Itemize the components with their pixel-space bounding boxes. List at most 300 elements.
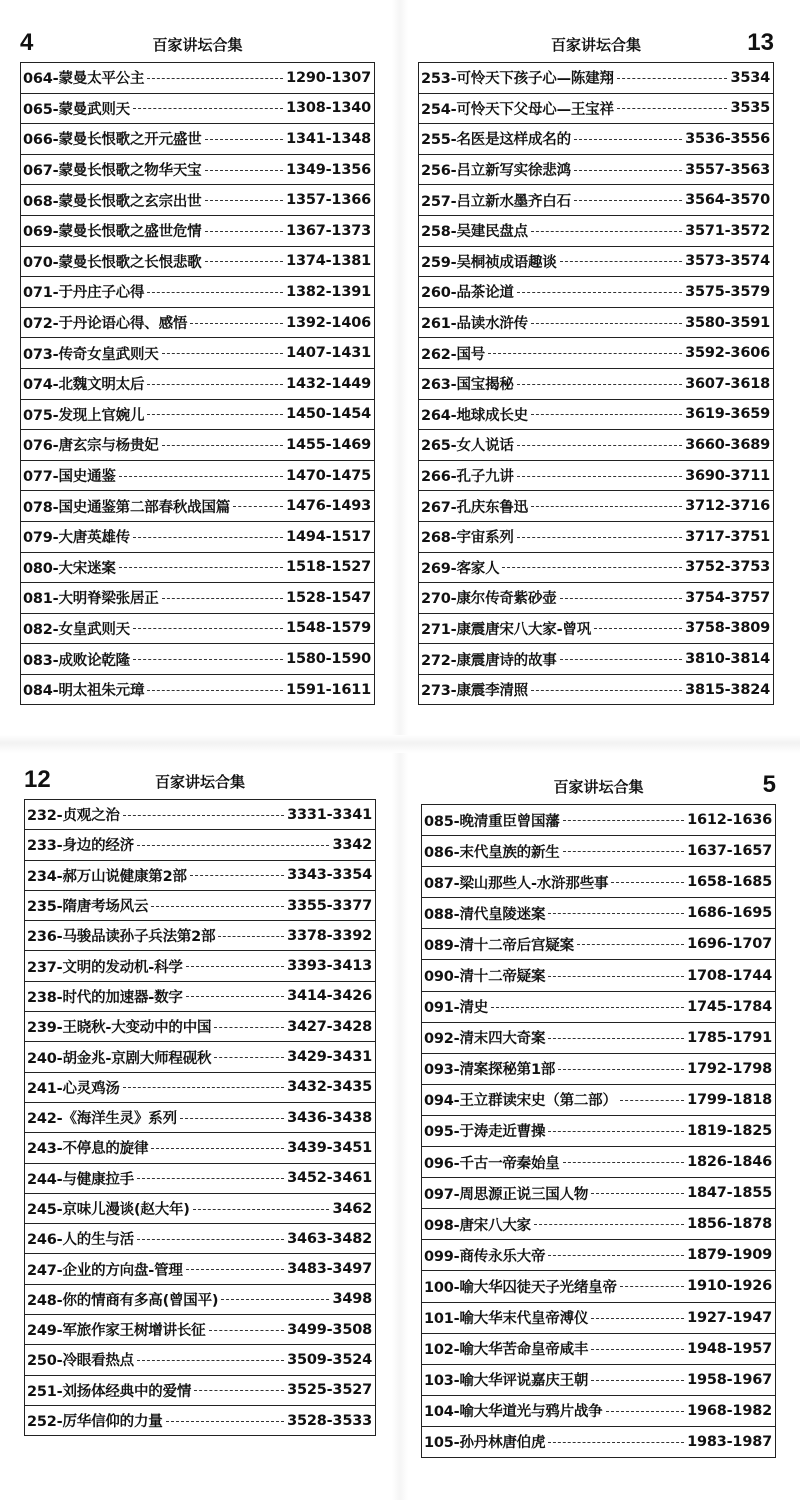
entry-pages: 1591-1611 <box>286 681 371 698</box>
entry-title: 273-康震李清照 <box>421 683 528 700</box>
catalog-row <box>422 929 775 960</box>
catalog-row <box>21 124 374 155</box>
catalog-row <box>422 898 775 929</box>
entry-title: 267-孔庆东鲁迅 <box>421 499 528 516</box>
entry-pages: 3592-3606 <box>685 345 770 362</box>
entry-title: 066-蒙曼长恨歌之开元盛世 <box>23 132 202 149</box>
leader-dashes <box>205 261 284 263</box>
entry-title: 240-胡金兆-京剧大师程砚秋 <box>27 1050 212 1067</box>
page-number: 5 <box>762 771 776 798</box>
entry-pages: 3690-3711 <box>685 467 770 484</box>
catalog-row <box>419 63 773 94</box>
leader-dashes <box>123 815 284 817</box>
leader-dashes <box>517 476 682 478</box>
entry-title: 105-孙丹林唐伯虎 <box>424 1435 546 1452</box>
entry-pages: 1494-1517 <box>286 528 371 545</box>
catalog-row <box>25 800 375 830</box>
leader-dashes <box>560 598 682 600</box>
entry-title: 092-清末四大奇案 <box>424 1031 546 1048</box>
entry-pages: 3436-3438 <box>287 1109 372 1126</box>
entry-pages: 1927-1947 <box>687 1309 772 1326</box>
entry-pages: 3752-3753 <box>685 559 770 576</box>
leader-dashes <box>577 944 684 946</box>
catalog-row <box>419 124 773 155</box>
catalog-row <box>25 1254 375 1284</box>
leader-dashes <box>233 506 283 508</box>
catalog-row <box>21 63 374 94</box>
entry-pages: 3331-3341 <box>287 806 372 823</box>
entry-pages: 3717-3751 <box>685 528 770 545</box>
leader-dashes <box>531 506 682 508</box>
leader-dashes <box>162 353 283 355</box>
entry-pages: 1432-1449 <box>286 375 371 392</box>
entry-title: 258-吴建民盘点 <box>421 224 528 241</box>
entry-pages: 1308-1340 <box>286 100 371 117</box>
catalog-row <box>25 830 375 860</box>
entry-title: 234-郝万山说健康第2部 <box>27 868 187 885</box>
leader-dashes <box>488 353 682 355</box>
entry-pages: 1856-1878 <box>687 1216 772 1233</box>
catalog-row <box>419 491 773 522</box>
catalog-row <box>25 891 375 921</box>
entry-title: 073-传奇女皇武则天 <box>23 346 159 363</box>
leader-dashes <box>558 1069 684 1071</box>
catalog-table <box>24 799 376 1436</box>
leader-dashes <box>137 1178 284 1180</box>
catalog-row <box>422 1023 775 1054</box>
entry-title: 268-宇宙系列 <box>421 530 514 547</box>
catalog-row <box>422 1054 775 1085</box>
entry-pages: 3509-3524 <box>287 1351 372 1368</box>
leader-dashes <box>147 78 283 80</box>
entry-pages: 3810-3814 <box>685 651 770 668</box>
leader-dashes <box>620 1100 684 1102</box>
entry-title: 246-人的生与活 <box>27 1232 134 1249</box>
entry-pages: 1658-1685 <box>687 874 772 891</box>
catalog-row <box>422 836 775 867</box>
catalog-page-4 <box>20 28 375 705</box>
catalog-row <box>21 430 374 461</box>
entry-pages: 3754-3757 <box>685 589 770 606</box>
leader-dashes <box>147 414 283 416</box>
leader-dashes <box>574 200 682 202</box>
catalog-row <box>419 277 773 308</box>
leader-dashes <box>560 261 682 263</box>
entry-pages: 1637-1657 <box>687 843 772 860</box>
entry-pages: 1392-1406 <box>286 314 371 331</box>
catalog-row <box>25 1164 375 1194</box>
leader-dashes <box>620 1286 684 1288</box>
catalog-row <box>419 400 773 431</box>
catalog-row <box>419 461 773 492</box>
leader-dashes <box>574 170 682 172</box>
entry-title: 085-晚清重臣曾国藩 <box>424 813 560 830</box>
entry-title: 247-企业的方向盘-管理 <box>27 1262 183 1279</box>
catalog-row <box>422 1271 775 1302</box>
entry-title: 077-国史通鉴 <box>23 469 116 486</box>
entry-pages: 3575-3579 <box>685 283 770 300</box>
leader-dashes <box>617 108 728 110</box>
entry-title: 271-康震唐宋八大家-曾巩 <box>421 621 592 638</box>
catalog-table <box>418 62 774 705</box>
leader-dashes <box>548 1255 684 1257</box>
leader-dashes <box>517 292 682 294</box>
catalog-row <box>25 1285 375 1315</box>
catalog-row <box>419 553 773 584</box>
catalog-row <box>21 491 374 522</box>
leader-dashes <box>491 1007 684 1009</box>
catalog-table <box>20 62 375 705</box>
page-header-title: 百家讲坛合集 <box>154 773 245 791</box>
entry-title: 235-隋唐考场风云 <box>27 899 149 916</box>
catalog-row <box>422 992 775 1023</box>
catalog-row <box>21 644 374 675</box>
leader-dashes <box>133 537 283 539</box>
leader-dashes <box>190 323 283 325</box>
leader-dashes <box>137 1360 284 1362</box>
entry-pages: 1910-1926 <box>687 1278 772 1295</box>
catalog-row <box>25 1073 375 1103</box>
entry-pages: 1696-1707 <box>687 936 772 953</box>
leader-dashes <box>147 292 283 294</box>
leader-dashes <box>151 906 284 908</box>
entry-pages: 1341-1348 <box>286 130 371 147</box>
entry-title: 255-名医是这样成名的 <box>421 132 571 149</box>
leader-dashes <box>209 1330 285 1332</box>
leader-dashes <box>133 628 283 630</box>
page-header <box>24 765 376 799</box>
catalog-row <box>422 1178 775 1209</box>
entry-title: 242-《海洋生灵》系列 <box>27 1111 177 1128</box>
entry-pages: 3571-3572 <box>685 222 770 239</box>
catalog-row <box>25 951 375 981</box>
catalog-row <box>419 155 773 186</box>
leader-dashes <box>205 231 284 233</box>
entry-pages: 3342 <box>332 836 372 853</box>
entry-title: 076-唐玄宗与杨贵妃 <box>23 438 159 455</box>
entry-pages: 1879-1909 <box>687 1247 772 1264</box>
entry-pages: 3815-3824 <box>685 681 770 698</box>
catalog-row <box>422 867 775 898</box>
entry-title: 068-蒙曼长恨歌之玄宗出世 <box>23 193 202 210</box>
entry-title: 095-于涛走近曹操 <box>424 1124 546 1141</box>
leader-dashes <box>147 384 283 386</box>
page-number: 12 <box>24 766 51 793</box>
entry-title: 237-文明的发动机-科学 <box>27 959 183 976</box>
entry-title: 254-可怜天下父母心—王宝祥 <box>421 101 614 118</box>
leader-dashes <box>151 1148 284 1150</box>
entry-title: 070-蒙曼长恨歌之长恨悲歌 <box>23 254 202 271</box>
entry-pages: 3557-3563 <box>685 161 770 178</box>
catalog-row <box>25 1345 375 1375</box>
entry-pages: 1983-1987 <box>687 1433 772 1450</box>
entry-title: 102-喻大华苦命皇帝咸丰 <box>424 1342 589 1359</box>
entry-pages: 3427-3428 <box>287 1018 372 1035</box>
entry-pages: 3564-3570 <box>685 192 770 209</box>
entry-title: 244-与健康拉手 <box>27 1171 134 1188</box>
leader-dashes <box>205 200 284 202</box>
leader-dashes <box>186 996 284 998</box>
catalog-row <box>422 1303 775 1334</box>
leader-dashes <box>591 1349 684 1351</box>
entry-title: 266-孔子九讲 <box>421 469 514 486</box>
catalog-row <box>25 1224 375 1254</box>
catalog-row <box>21 614 374 645</box>
catalog-row <box>422 1427 775 1458</box>
entry-title: 259-吴桐祯成语趣谈 <box>421 254 557 271</box>
leader-dashes <box>591 1380 684 1382</box>
entry-title: 253-可怜天下孩子心—陈建翔 <box>421 71 614 88</box>
entry-title: 090-清十二帝疑案 <box>424 969 546 986</box>
entry-title: 251-刘扬体经典中的爱情 <box>27 1383 192 1400</box>
leader-dashes <box>563 851 684 853</box>
entry-title: 265-女人说话 <box>421 438 514 455</box>
catalog-row <box>419 185 773 216</box>
entry-pages: 1612-1636 <box>687 812 772 829</box>
entry-pages: 1548-1579 <box>286 620 371 637</box>
leader-dashes <box>548 1038 684 1040</box>
catalog-row <box>21 400 374 431</box>
entry-title: 071-于丹庄子心得 <box>23 285 145 302</box>
leader-dashes <box>119 476 283 478</box>
entry-pages: 1450-1454 <box>286 406 371 423</box>
entry-pages: 3483-3497 <box>287 1261 372 1278</box>
catalog-row <box>422 1147 775 1178</box>
entry-pages: 1367-1373 <box>286 222 371 239</box>
leader-dashes <box>548 913 684 915</box>
entry-title: 097-周思源正说三国人物 <box>424 1186 589 1203</box>
entry-title: 081-大明脊梁张居正 <box>23 591 159 608</box>
leader-dashes <box>214 1057 284 1059</box>
catalog-row <box>419 583 773 614</box>
entry-title: 239-王晓秋-大变动中的中国 <box>27 1020 212 1037</box>
page-number: 13 <box>747 29 774 56</box>
entry-title: 100-喻大华囚徒天子光绪皇帝 <box>424 1279 617 1296</box>
page-fold-horizontal <box>0 735 800 753</box>
entry-title: 098-唐宋八大家 <box>424 1217 531 1234</box>
catalog-row <box>419 338 773 369</box>
leader-dashes <box>517 384 682 386</box>
page-number: 4 <box>20 29 34 56</box>
page-header <box>418 28 774 62</box>
entry-title: 236-马骏品读孙子兵法第2部 <box>27 929 216 946</box>
catalog-row <box>422 805 775 836</box>
entry-pages: 1290-1307 <box>286 69 371 86</box>
catalog-row <box>419 94 773 125</box>
leader-dashes <box>617 78 728 80</box>
entry-title: 248-你的情商有多高(曾国平) <box>27 1292 219 1309</box>
entry-pages: 3498 <box>332 1291 372 1308</box>
leader-dashes <box>531 323 682 325</box>
entry-title: 088-清代皇陵迷案 <box>424 906 546 923</box>
catalog-row <box>419 522 773 553</box>
entry-pages: 1580-1590 <box>286 651 371 668</box>
catalog-row <box>21 369 374 400</box>
catalog-row <box>25 861 375 891</box>
catalog-row <box>25 1315 375 1345</box>
leader-dashes <box>214 1027 284 1029</box>
catalog-page-12 <box>24 765 376 1436</box>
entry-title: 099-商传永乐大帝 <box>424 1248 546 1265</box>
entry-title: 269-客家人 <box>421 560 500 577</box>
leader-dashes <box>531 690 682 692</box>
leader-dashes <box>119 567 283 569</box>
entry-pages: 1686-1695 <box>687 905 772 922</box>
catalog-row <box>419 216 773 247</box>
catalog-row <box>21 185 374 216</box>
catalog-row <box>422 1240 775 1271</box>
catalog-row <box>25 1406 375 1436</box>
entry-title: 087-梁山那些人-水浒那些事 <box>424 875 609 892</box>
catalog-row <box>21 308 374 339</box>
leader-dashes <box>205 170 284 172</box>
page-header-title: 百家讲坛合集 <box>553 778 644 796</box>
entry-title: 264-地球成长史 <box>421 407 528 424</box>
entry-title: 250-冷眼看热点 <box>27 1353 134 1370</box>
entry-pages: 1470-1475 <box>286 467 371 484</box>
catalog-row <box>25 1376 375 1406</box>
catalog-row <box>21 583 374 614</box>
page-header-title: 百家讲坛合集 <box>550 36 641 54</box>
leader-dashes <box>133 108 283 110</box>
leader-dashes <box>531 231 682 233</box>
entry-pages: 1455-1469 <box>286 436 371 453</box>
leader-dashes <box>190 875 284 877</box>
entry-title: 103-喻大华评说嘉庆王朝 <box>424 1373 589 1390</box>
entry-pages: 1826-1846 <box>687 1154 772 1171</box>
entry-pages: 1819-1825 <box>687 1122 772 1139</box>
entry-title: 067-蒙曼长恨歌之物华天宝 <box>23 163 202 180</box>
catalog-page-13 <box>418 28 774 705</box>
catalog-table <box>421 804 776 1458</box>
catalog-row <box>419 644 773 675</box>
entry-pages: 3499-3508 <box>287 1321 372 1338</box>
entry-title: 104-喻大华道光与鸦片战争 <box>424 1404 603 1421</box>
catalog-row <box>21 155 374 186</box>
entry-pages: 3432-3435 <box>287 1079 372 1096</box>
entry-title: 270-康尔传奇紫砂壶 <box>421 591 557 608</box>
leader-dashes <box>591 1193 684 1195</box>
leader-dashes <box>606 1411 685 1413</box>
leader-dashes <box>517 445 682 447</box>
entry-title: 065-蒙曼武则天 <box>23 101 130 118</box>
entry-pages: 1349-1356 <box>286 161 371 178</box>
catalog-row <box>21 216 374 247</box>
entry-title: 245-京味儿漫谈(赵大年) <box>27 1202 190 1218</box>
entry-pages: 3439-3451 <box>287 1139 372 1156</box>
leader-dashes <box>166 1421 284 1423</box>
entry-title: 232-贞观之治 <box>27 808 120 825</box>
leader-dashes <box>517 537 682 539</box>
entry-pages: 1518-1527 <box>286 559 371 576</box>
entry-pages: 3607-3618 <box>685 375 770 392</box>
entry-title: 238-时代的加速器-数字 <box>27 989 183 1006</box>
leader-dashes <box>221 1299 329 1301</box>
entry-pages: 3378-3392 <box>287 927 372 944</box>
entry-title: 083-成败论乾隆 <box>23 652 130 669</box>
entry-pages: 3580-3591 <box>685 314 770 331</box>
entry-pages: 3452-3461 <box>287 1170 372 1187</box>
leader-dashes <box>162 445 283 447</box>
leader-dashes <box>186 1269 284 1271</box>
leader-dashes <box>563 820 684 822</box>
entry-title: 262-国号 <box>421 346 486 363</box>
catalog-row <box>419 675 773 706</box>
leader-dashes <box>563 1162 684 1164</box>
entry-pages: 1799-1818 <box>687 1091 772 1108</box>
entry-pages: 1792-1798 <box>687 1060 772 1077</box>
entry-title: 089-清十二帝后宫疑案 <box>424 937 574 954</box>
catalog-row <box>422 960 775 991</box>
leader-dashes <box>133 659 283 661</box>
catalog-row <box>25 1042 375 1072</box>
entry-pages: 3463-3482 <box>287 1230 372 1247</box>
leader-dashes <box>548 1442 684 1444</box>
entry-title: 093-清案探秘第1部 <box>424 1062 556 1079</box>
catalog-row <box>422 1209 775 1240</box>
page-header-title: 百家讲坛合集 <box>152 36 243 54</box>
entry-pages: 3462 <box>332 1200 372 1217</box>
catalog-row <box>25 1012 375 1042</box>
entry-pages: 3343-3354 <box>287 867 372 884</box>
leader-dashes <box>574 139 682 141</box>
entry-title: 086-末代皇族的新生 <box>424 844 560 861</box>
page-header <box>421 770 776 804</box>
entry-title: 075-发现上官婉儿 <box>23 407 145 424</box>
entry-title: 082-女皇武则天 <box>23 621 130 638</box>
entry-pages: 3712-3716 <box>685 498 770 515</box>
catalog-row <box>422 1365 775 1396</box>
leader-dashes <box>162 598 283 600</box>
entry-title: 256-吕立新写实徐悲鸿 <box>421 163 571 180</box>
entry-pages: 1407-1431 <box>286 345 371 362</box>
entry-title: 069-蒙曼长恨歌之盛世危情 <box>23 224 202 241</box>
entry-title: 078-国史通鉴第二部春秋战国篇 <box>23 499 231 516</box>
entry-title: 260-品茶论道 <box>421 285 514 302</box>
leader-dashes <box>123 1087 284 1089</box>
entry-pages: 3525-3527 <box>287 1382 372 1399</box>
entry-pages: 1374-1381 <box>286 253 371 270</box>
entry-title: 096-千古一帝秦始皇 <box>424 1155 560 1172</box>
leader-dashes <box>594 628 682 630</box>
leader-dashes <box>205 139 284 141</box>
entry-title: 252-厉华信仰的力量 <box>27 1414 163 1431</box>
catalog-row <box>25 1103 375 1133</box>
catalog-row <box>21 461 374 492</box>
leader-dashes <box>548 1131 684 1133</box>
entry-pages: 1948-1957 <box>687 1340 772 1357</box>
entry-pages: 1382-1391 <box>286 283 371 300</box>
entry-pages: 3536-3556 <box>685 130 770 147</box>
entry-title: 241-心灵鸡汤 <box>27 1080 120 1097</box>
leader-dashes <box>193 1209 330 1211</box>
entry-pages: 1357-1366 <box>286 192 371 209</box>
leader-dashes <box>560 659 682 661</box>
entry-title: 091-清史 <box>424 1000 489 1017</box>
catalog-row <box>25 921 375 951</box>
leader-dashes <box>611 882 684 884</box>
catalog-row <box>21 94 374 125</box>
catalog-row <box>419 308 773 339</box>
entry-pages: 3573-3574 <box>685 253 770 270</box>
catalog-row <box>21 675 374 706</box>
page-header <box>20 28 375 62</box>
entry-title: 080-大宋迷案 <box>23 560 116 577</box>
entry-pages: 3414-3426 <box>287 988 372 1005</box>
entry-pages: 1476-1493 <box>286 498 371 515</box>
catalog-row <box>25 1133 375 1163</box>
entry-title: 064-蒙曼太平公主 <box>23 71 145 88</box>
